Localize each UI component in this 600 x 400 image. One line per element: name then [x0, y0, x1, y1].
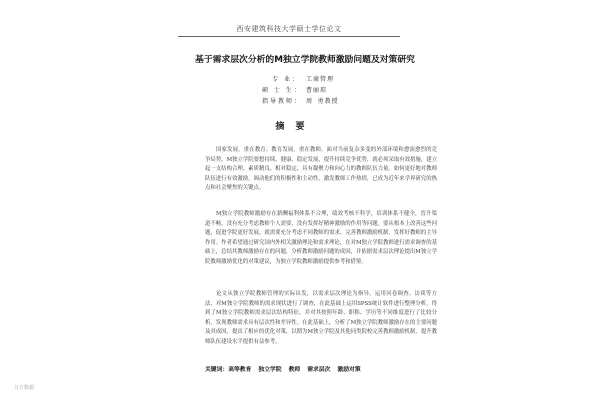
abstract-heading: 摘 要	[275, 122, 309, 132]
meta-label: 指导教师：	[262, 98, 303, 105]
keyword-item: 激励对策	[337, 367, 361, 373]
meta-major	[262, 74, 334, 83]
watermark: 万方数据	[14, 385, 35, 391]
meta-value: 周 勇教授	[306, 98, 339, 105]
meta-value: 工商管理	[306, 76, 335, 83]
keyword-item: 教师	[288, 367, 301, 373]
keyword-item: 高等教育	[228, 367, 252, 373]
meta-value: 曹丽琼	[306, 87, 328, 94]
meta-label: 专 业：	[272, 76, 300, 83]
keyword-item: 独立学院	[258, 367, 282, 373]
keyword-item: 需求层次	[307, 367, 331, 373]
keywords-label: 关键词：	[205, 367, 229, 373]
header-rule	[178, 36, 400, 37]
meta-label: 硕 士 生：	[262, 87, 302, 94]
running-header: 西安建筑科技大学硕士学位论文	[236, 25, 342, 33]
abstract-paragraph-2: M独立学院教师激励存在薪酬福利体系不合理，绩效考核不科学，培训体系不健全，晋升渠道不畅，没有充分考虑教师个人需要，没有发挥好精神激励的作用等问题。要从根本上改善这些问题，促进学院更好发展，就需要充分考虑不同教师的需求，完善教师激励机制，发挥好教师的主导作用。作者希望通过研究国内外相关激励理论和需求理论，在对M独立学院教师进行需求调查的基础上，总结其教师激励存在的问题，分析教师激励问题的成因，并依据需求层次理论提出M独立学院教师激励优化的对策建议，为独立学院教师激励提供参考和借鉴。	[205, 211, 437, 265]
meta-advisor	[262, 96, 339, 105]
meta-student	[262, 85, 327, 94]
abstract-paragraph-1: 国家发展，重在教育；教育发展，重在教师。面对当前复杂多变的外部环境和愈演愈烈的竞争局势，M独立学院要想持续、健康、稳定发展，提升持续竞争优势，就必须采取有效措施，建立起一支结构合理、素质精良、相对稳定、具有凝聚力和向心力的教师队伍力量。如何更好地对教师队伍进行有效激励，调动他们的积极性和主动性，激发教师工作热情，已成为近年来学界研究的热点和社会聚焦的关键点。	[205, 147, 437, 192]
keywords-line	[205, 364, 437, 373]
abstract-paragraph-3: 论文从独立学院教师管理的实际出发，以需求层次理论为指导，运用问卷调查、访谈等方法，对M独立学院教师的需求现状进行了调查，在此基础上运用SPSS统计软件进行整理分析，得到了M独立学院教师需求层次结构特征，并对其按照年龄、职称、学历等不同维度进行了比较分析，发现教师需求具有层次性和差异性。在此基础上，分析了M独立学院教师激励存在的主要问题及其成因，提出了相应的优化对策，以期为M独立学院及其他同类院校完善教师激励机制、提升教师队伍建设水平提供有益参考。	[205, 291, 437, 345]
thesis-title: 基于需求层次分析的M独立学院教师激励问题及对策研究	[195, 55, 415, 65]
